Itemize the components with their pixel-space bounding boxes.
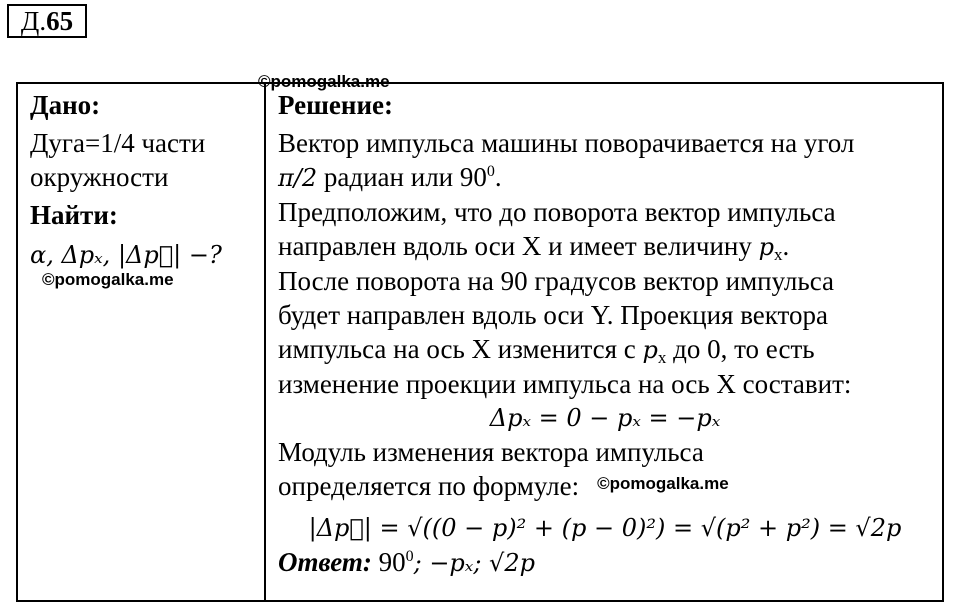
watermark-right: ©pomogalka.me — [597, 474, 729, 493]
given-heading: Дано: — [30, 90, 101, 120]
solution-line-9: Модуль изменения вектора импульса — [278, 437, 704, 467]
find-heading: Найти: — [30, 200, 118, 230]
solution-line-8: изменение проекции импульса на ось X составит: — [278, 369, 852, 399]
given-line-2: окружности — [30, 162, 169, 192]
solution-line-4: направлен вдоль оси X и имеет величину $p_x$. — [278, 231, 790, 264]
solution-line-3: Предположим, что до поворота вектор импульса — [278, 197, 836, 227]
solution-line-10: определяется по формуле: $^{©pomogalka.me}$ — [278, 471, 729, 501]
solution-line-7: импульса на ось X изменится с $p_x$ до 0, то есть — [278, 334, 815, 367]
solution-line-5: После поворота на 90 градусов вектор импульса — [278, 266, 835, 296]
answer-line: Ответ: $90^0$; −pₓ; √2p — [278, 547, 535, 577]
given-column — [17, 83, 265, 601]
task-number: 65 — [46, 6, 74, 36]
solution-column — [265, 83, 943, 601]
task-prefix: Д. — [20, 6, 47, 36]
angle-math: π/2 — [278, 164, 318, 192]
solution-heading: Решение: — [278, 90, 393, 120]
solution-line-6: будет направлен вдоль оси Y. Проекция вектора — [278, 300, 828, 330]
given-line-1: Дуга=1/4 части — [30, 128, 206, 158]
solution-table — [16, 82, 944, 602]
answer-label: Ответ: — [278, 547, 372, 577]
find-expression: α, Δpₓ, |Δp⃗| −? — [30, 241, 222, 269]
solution-line-2: π/2 радиан или $90^0$. — [278, 162, 502, 192]
watermark-left: ©pomogalka.me — [42, 270, 174, 289]
solution-line-1: Вектор импульса машины поворачивается на угол — [278, 128, 855, 158]
equation-projection: Δpₓ = 0 − pₓ = −pₓ — [489, 404, 721, 432]
equation-modulus: |Δp⃗| = √((0 − p)² + (p − 0)²) = √(p² + p²) = √2p — [308, 514, 902, 542]
task-number-box — [7, 4, 87, 38]
watermark-top: ©pomogalka.me — [258, 72, 390, 91]
